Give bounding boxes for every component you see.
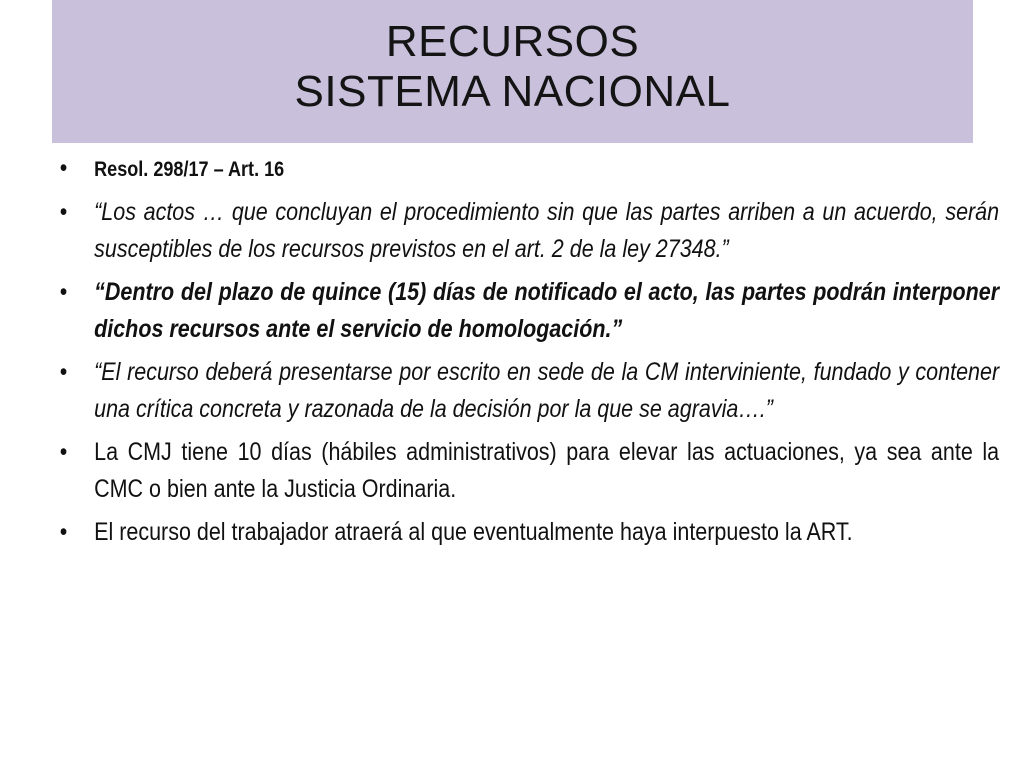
bullet-text: La CMJ tiene 10 días (hábiles administrativos) para elevar las actuaciones, ya sea ante la CMC o bien ante la Justicia Ordinaria. [94,438,1000,503]
bullet-item [58,274,999,348]
bullet-item [58,514,999,551]
bullet-dot: • [59,358,68,386]
bullet-text: El recurso del trabajador atraerá al que eventualmente haya interpuesto la ART. [94,518,853,546]
bullet-dot: • [59,438,68,466]
bullet-dot: • [59,198,68,226]
bullet-dot: • [59,154,68,182]
slide-title-line-2: SISTEMA NACIONAL [294,67,731,116]
slide-title-line-1: RECURSOS [385,17,640,66]
bullet-dot: • [59,518,68,546]
slide-title-band [52,0,973,143]
bullet-item [58,150,999,188]
bullet-text: “Dentro del plazo de quince (15) días de notificado el acto, las partes podrán interponer dichos recursos ante el servicio de homologación.” [94,278,1000,343]
bullet-text: Resol. 298/17 – Art. 16 [94,158,285,181]
bullet-dot: • [59,278,68,306]
bullet-text: “Los actos … que concluyan el procedimiento sin que las partes arriben a un acuerdo, serán susceptibles de los recursos previstos en el art. 2 de la ley 27348.” [94,198,1000,263]
bullet-text: “El recurso deberá presentarse por escrito en sede de la CM interviniente, fundado y contener una crítica concreta y razonada de la decisión por la que se agravia….” [94,358,1000,423]
bullet-item [58,354,999,428]
bullet-item [58,194,999,268]
bullet-list [58,150,1000,557]
bullet-item [58,434,999,508]
